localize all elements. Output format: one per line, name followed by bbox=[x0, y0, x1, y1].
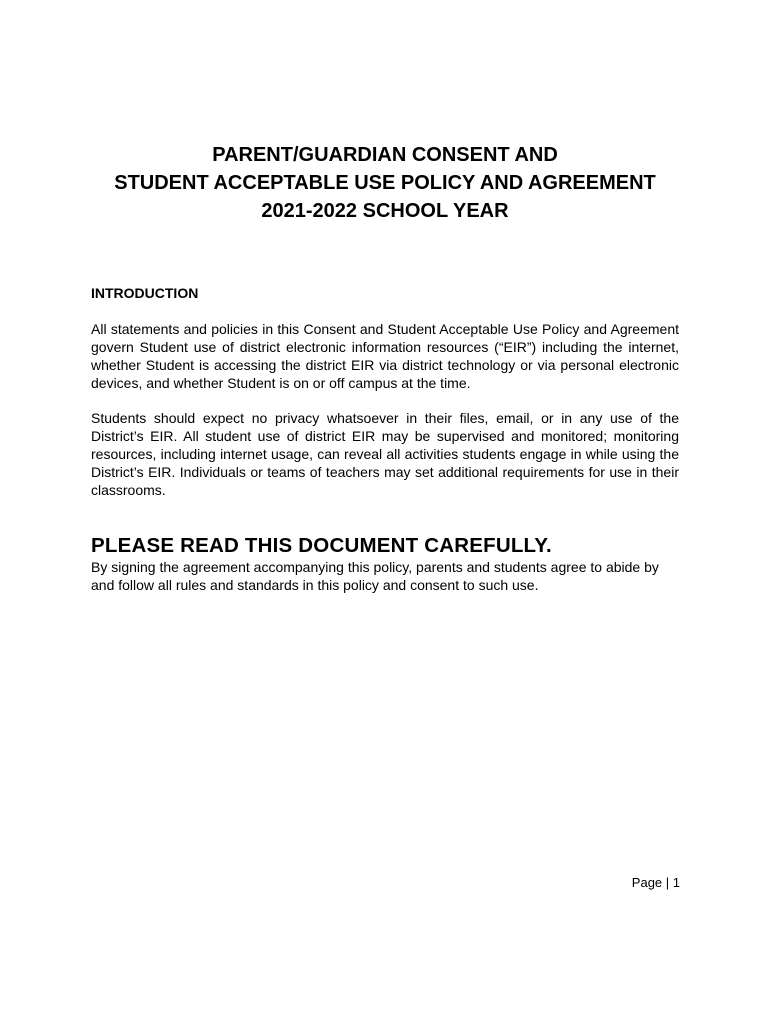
title-line-2: STUDENT ACCEPTABLE USE POLICY AND AGREEMENT bbox=[114, 172, 656, 194]
title-line-3: 2021-2022 SCHOOL YEAR bbox=[261, 200, 509, 222]
read-carefully-heading: PLEASE READ THIS DOCUMENT CAREFULLY. bbox=[91, 534, 552, 557]
title-line-1: PARENT/GUARDIAN CONSENT AND bbox=[212, 144, 558, 166]
introduction-paragraph-1: All statements and policies in this Consent and Student Acceptable Use Policy and Agreement govern Student use of district electronic information resources (“EIR”) including the internet, whether Student is accessing the district EIR via district technology or via personal electronic devices, and whether Student is on or off campus at the time. bbox=[91, 321, 679, 391]
document-title bbox=[0, 141, 770, 225]
introduction-paragraph-2: Students should expect no privacy whatsoever in their files, email, or in any use of the District’s EIR. All student use of district EIR may be supervised and monitored; monitoring resources, including internet usage, can reveal all activities students engage in while using the District’s EIR. Individuals or teams of teachers may set additional requirements for use in their classrooms. bbox=[91, 410, 679, 498]
agreement-paragraph: By signing the agreement accompanying this policy, parents and students agree to abide by and follow all rules and standards in this policy and consent to such use. bbox=[91, 559, 659, 593]
page-number: Page | 1 bbox=[631, 875, 680, 890]
introduction-heading: INTRODUCTION bbox=[91, 285, 199, 301]
